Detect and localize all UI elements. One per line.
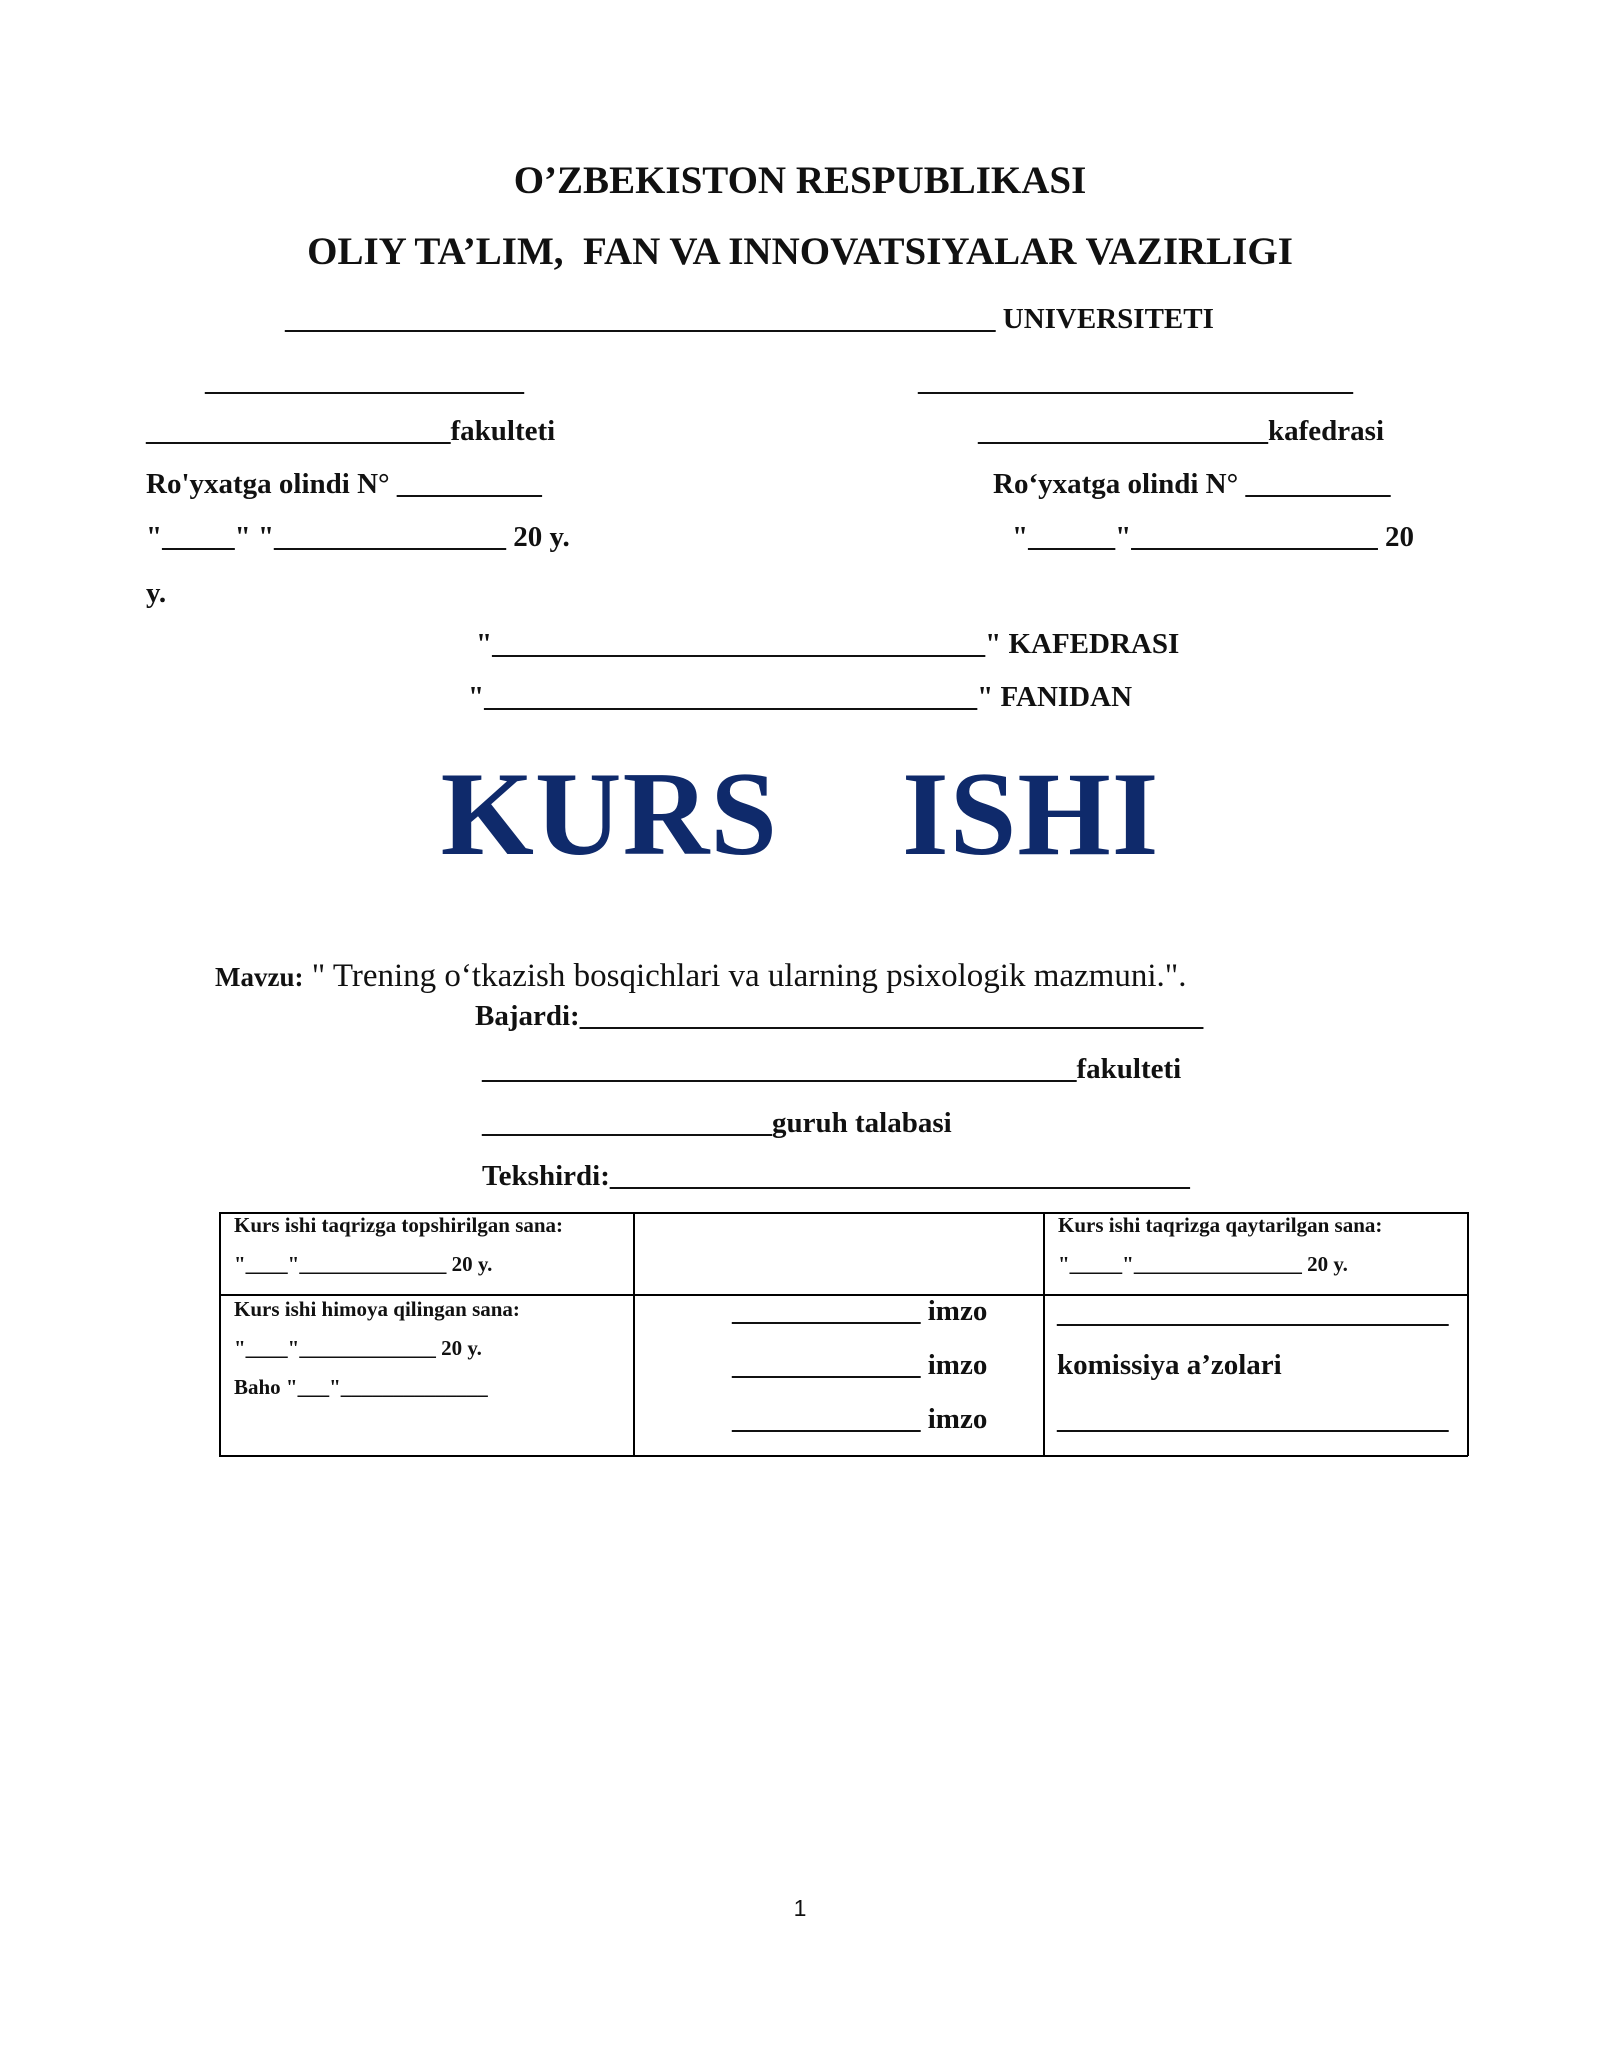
table-col-divider-2 <box>1043 1212 1045 1456</box>
student-faculty-line: _________________________________________fakulteti <box>482 1053 1182 1085</box>
defended-date: "____"_____________ 20 y. <box>234 1336 482 1360</box>
tekshirdi-line: Tekshirdi:________________________________________ <box>482 1160 1190 1192</box>
republic-title: O’ZBEKISTON RESPUBLIKASI <box>513 159 1087 202</box>
commission-line-1: ___________________________ <box>1057 1297 1449 1329</box>
right-department-line: ____________________kafedrasi <box>978 415 1384 447</box>
topic-line <box>215 958 1187 995</box>
submitted-date: "____"______________ 20 y. <box>234 1252 493 1276</box>
ministry-title: OLIY TA’LIM, FAN VA INNOVATSIYALAR VAZIRLIGI <box>307 230 1293 273</box>
defended-label: Kurs ishi himoya qilingan sana: <box>234 1297 520 1321</box>
signature-line-1: _____________ imzo <box>732 1295 988 1327</box>
bajardi-line: Bajardi:___________________________________________ <box>475 1000 1204 1032</box>
right-date-line: "______"_________________ 20 <box>1012 521 1414 553</box>
topic-label: Mavzu: <box>215 962 304 992</box>
commission-line-2: ___________________________ <box>1057 1403 1449 1435</box>
returned-date: "_____"________________ 20 y. <box>1058 1252 1348 1276</box>
signature-line-3: _____________ imzo <box>732 1403 988 1435</box>
right-registered-line: Ro‘yxatga olindi N° __________ <box>993 468 1391 500</box>
returned-label: Kurs ishi taqrizga qaytarilgan sana: <box>1058 1213 1383 1237</box>
topic-value: " Trening o‘tkazish bosqichlari va ularning psixologik mazmuni.". <box>303 958 1187 994</box>
kafedrasi-line: "__________________________________" KAFEDRASI <box>476 628 1180 660</box>
table-border-bottom <box>219 1455 1468 1457</box>
fanidan-line: "__________________________________" FANIDAN <box>468 681 1133 713</box>
right-top-line: ______________________________ <box>918 365 1353 397</box>
table-border-right <box>1467 1212 1469 1456</box>
group-line: ____________________guruh talabasi <box>482 1107 952 1139</box>
main-title: KURS ISHI <box>440 747 1160 880</box>
grade-line: Baho "___"______________ <box>234 1375 488 1399</box>
table-border-left <box>219 1212 221 1456</box>
left-faculty-line: _____________________fakulteti <box>146 415 556 447</box>
commission-label: komissiya a’zolari <box>1057 1349 1282 1381</box>
submitted-label: Kurs ishi taqrizga topshirilgan sana: <box>234 1213 564 1237</box>
left-top-line: ______________________ <box>205 365 524 397</box>
page-number: 1 <box>793 1895 807 1921</box>
left-date-line: "_____" "________________ 20 y. <box>146 521 570 553</box>
university-line: _________________________________________________ UNIVERSITETI <box>285 303 1214 335</box>
table-col-divider-1 <box>633 1212 635 1456</box>
left-year-wrap: y. <box>146 577 167 609</box>
signature-line-2: _____________ imzo <box>732 1349 988 1381</box>
left-registered-line: Ro'yxatga olindi N° __________ <box>146 468 542 500</box>
